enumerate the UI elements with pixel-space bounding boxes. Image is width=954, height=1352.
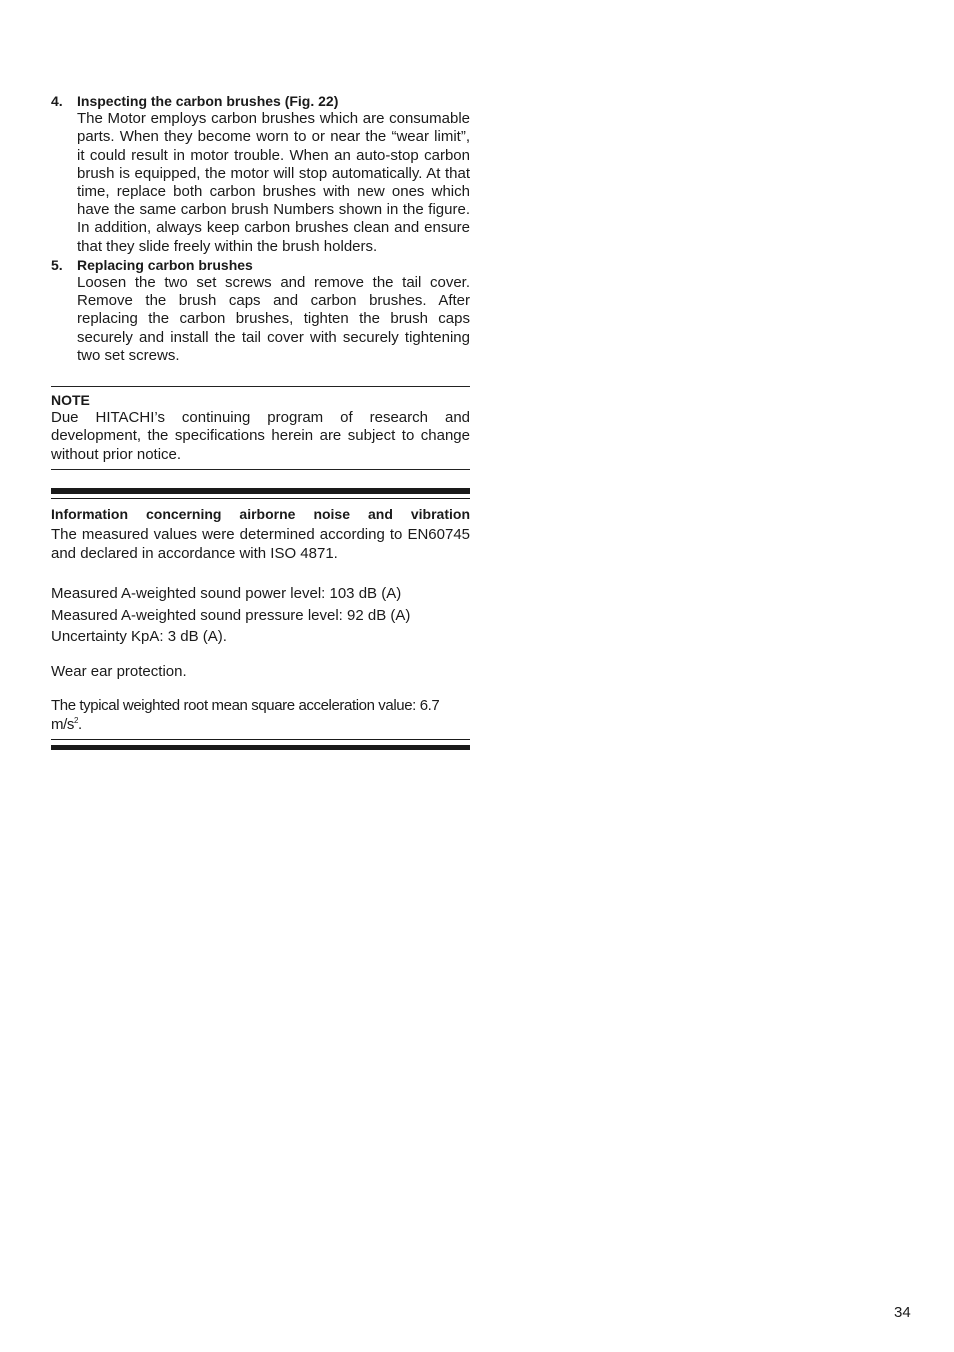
noise-vibration-info	[51, 505, 470, 734]
maintenance-item-5	[51, 256, 470, 365]
measurement-sound-power: Measured A-weighted sound power level: 103 dB (A)	[51, 585, 402, 603]
item-heading: Replacing carbon brushes	[77, 256, 253, 273]
note-box	[51, 386, 470, 470]
maintenance-item-4	[51, 92, 470, 256]
acceleration-exponent: 2	[73, 715, 79, 725]
measurement-list	[51, 583, 470, 648]
item-number: 4.	[51, 93, 63, 109]
info-heading: Information concerning airborne noise and vibration	[51, 505, 470, 522]
acceleration-end: .	[78, 715, 82, 733]
acceleration-text	[51, 696, 470, 734]
note-body: Due HITACHI’s continuing program of research and development, the specifications herein are subject to change without prior notice.	[51, 409, 470, 463]
item-number: 5.	[51, 256, 63, 273]
ear-protection-text: Wear ear protection.	[51, 662, 187, 680]
info-intro: The measured values were determined according to EN60745 and declared in accordance with ISO 4871.	[51, 526, 470, 563]
info-bottom-thick-rule	[51, 745, 470, 750]
measurement-uncertainty: Uncertainty KpA: 3 dB (A).	[51, 628, 227, 646]
info-bottom-thin-rule	[51, 739, 470, 740]
note-heading: NOTE	[51, 392, 90, 409]
item-heading: Inspecting the carbon brushes (Fig. 22)	[77, 93, 339, 109]
info-top-thin-rule	[51, 498, 470, 499]
item-body: Loosen the two set screws and remove the tail cover. Remove the brush caps and carbon brushes. After replacing the carbon brushes, tighten the brush caps securely and install the tail cover with securely tightening two set screws.	[77, 274, 470, 364]
page-number: 34	[894, 1304, 911, 1321]
item-body: The Motor employs carbon brushes which are consumable parts. When they become worn to or near the “wear limit”, it could result in motor trouble. When an auto-stop carbon brush is equipped, the motor will stop automatically. At that time, replace both carbon brushes with new ones which have the same carbon brush Numbers shown in the figure. In addition, always keep carbon brushes clean and ensure that they slide freely within the brush holders.	[77, 110, 470, 255]
main-column	[51, 92, 470, 750]
info-top-thick-rule	[51, 488, 470, 494]
acceleration-label: The typical weighted root mean square acceleration value: 6.7 m/s	[51, 696, 440, 733]
measurement-sound-pressure: Measured A-weighted sound pressure level: 92 dB (A)	[51, 606, 411, 624]
